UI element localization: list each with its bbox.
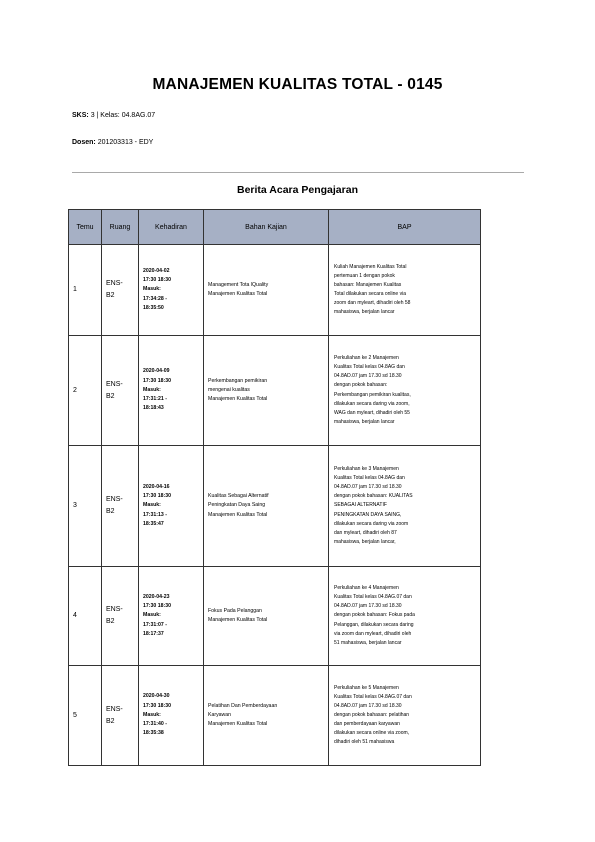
bap-table [68,209,481,766]
col-header-kehadiran: Kehadiran [139,210,204,245]
cell-bahan-kajian: Fokus Pada Pelanggan Manajemen Kualitas Total [204,567,329,666]
cell-bahan-kajian: Kualitas Sebagai Alternatif Peningkatan Daya Saing Manajemen Kualitas Total [204,446,329,567]
col-header-ruang: Ruang [102,210,139,245]
table-row [69,446,481,567]
sks-value: 3 | Kelas: 04.8AG.07 [90,112,156,119]
col-header-temu: Temu [69,210,102,245]
section-title: Berita Acara Pengajaran [236,184,358,196]
dosen-value: 201203313 - EDY [97,139,154,146]
col-header-bahan-kajian: Bahan Kajian [204,210,329,245]
cell-kehadiran: 2020-04-09 17:30 18:30 Masuk: 17:31:21 - 18:18:43 [139,336,204,446]
cell-temu: 4 [69,567,102,666]
cell-bahan-kajian: Management Tota lQuality Manajemen Kualitas Total [204,245,329,336]
cell-ruang: ENS- B2 [102,245,139,336]
table-row [69,245,481,336]
table-header-row [69,210,481,245]
cell-temu: 3 [69,446,102,567]
table-row [69,336,481,446]
cell-kehadiran: 2020-04-16 17:30 18:30 Masuk: 17:31:13 - 18:35:47 [139,446,204,567]
page-title: MANAJEMEN KUALITAS TOTAL - 0145 [152,76,443,93]
cell-bap: Perkuliahan ke 3 Manajemen Kualitas Total kelas 04.8AG dan 04.8AD.07 jam 17.30 sd 18.30 dengan pokok bahasan: KUALITAS SEBAGAI ALTERNATIF PENINGKATAN DAYA SAING, dilakukan secara daring via zoom dan myleart, dihadiri oleh 87 mahasiswa, berjalan lancar, [329,446,481,567]
table-row [69,666,481,766]
cell-temu: 1 [69,245,102,336]
dosen-label: Dosen: [72,139,96,146]
cell-bahan-kajian: Pelatihan Dan Pemberdayaan Karyawan Manajemen Kualitas Total [204,666,329,766]
sks-label: SKS: [72,112,89,119]
cell-ruang: ENS- B2 [102,567,139,666]
cell-kehadiran: 2020-04-23 17:30 18:30 Masuk: 17:31:07 - 18:17:37 [139,567,204,666]
col-header-bap: BAP [329,210,481,245]
cell-ruang: ENS- B2 [102,666,139,766]
cell-bahan-kajian: Perkembangan pemikiran mengenai kualitas Manajemen Kualitas Total [204,336,329,446]
cell-bap: Perkuliahan ke 4 Manajemen Kualitas Total kelas 04.8AG.07 dan 04.8AD.07 jam 17.30 sd 18.30 dengan pokok bahasan: Fokus pada Pelanggan, dilakukan secara daring via zoom dan myleart, dihadiri oleh 51 mahasiswa, berjalan lancar [329,567,481,666]
cell-temu: 5 [69,666,102,766]
cell-bap: Perkuliahan ke 5 Manajemen Kualitas Total kelas 04.8AG.07 dan 04.8AD.07 jam 17.30 sd 18.30 dengan pokok bahasan: pelatihan dan pemberdayaan karyawan dilakukan secara online via zoom, dihadiri oleh 51 mahasiswa [329,666,481,766]
table-row [69,567,481,666]
cell-ruang: ENS- B2 [102,446,139,567]
cell-temu: 2 [69,336,102,446]
dosen-line [72,139,153,146]
cell-kehadiran: 2020-04-30 17:30 18:30 Masuk: 17:31:40 - 18:35:38 [139,666,204,766]
cell-bap: Perkuliahan ke 2 Manajemen Kualitas Total kelas 04.8AG dan 04.8AD.07 jam 17.30 sd 18.30 dengan pokok bahasan: Perkembangan pemikiran kualitas, dilakukan secara daring via zoom, WAG dan myleart, dihadiri oleh 55 mahasiswa, berjalan lancar [329,336,481,446]
cell-bap: Kuliah Manajemen Kualitas Total pertemuan 1 dengan pokok bahasan: Manajemen Kualitas Total dilakukan secara online via zoom dan myleart, dihadiri oleh 58 mahasiswa, berjalan lancar [329,245,481,336]
cell-kehadiran: 2020-04-02 17:30 18:30 Masuk: 17:34:28 - 18:35:50 [139,245,204,336]
divider [72,172,524,173]
cell-ruang: ENS- B2 [102,336,139,446]
sks-line [72,112,155,119]
